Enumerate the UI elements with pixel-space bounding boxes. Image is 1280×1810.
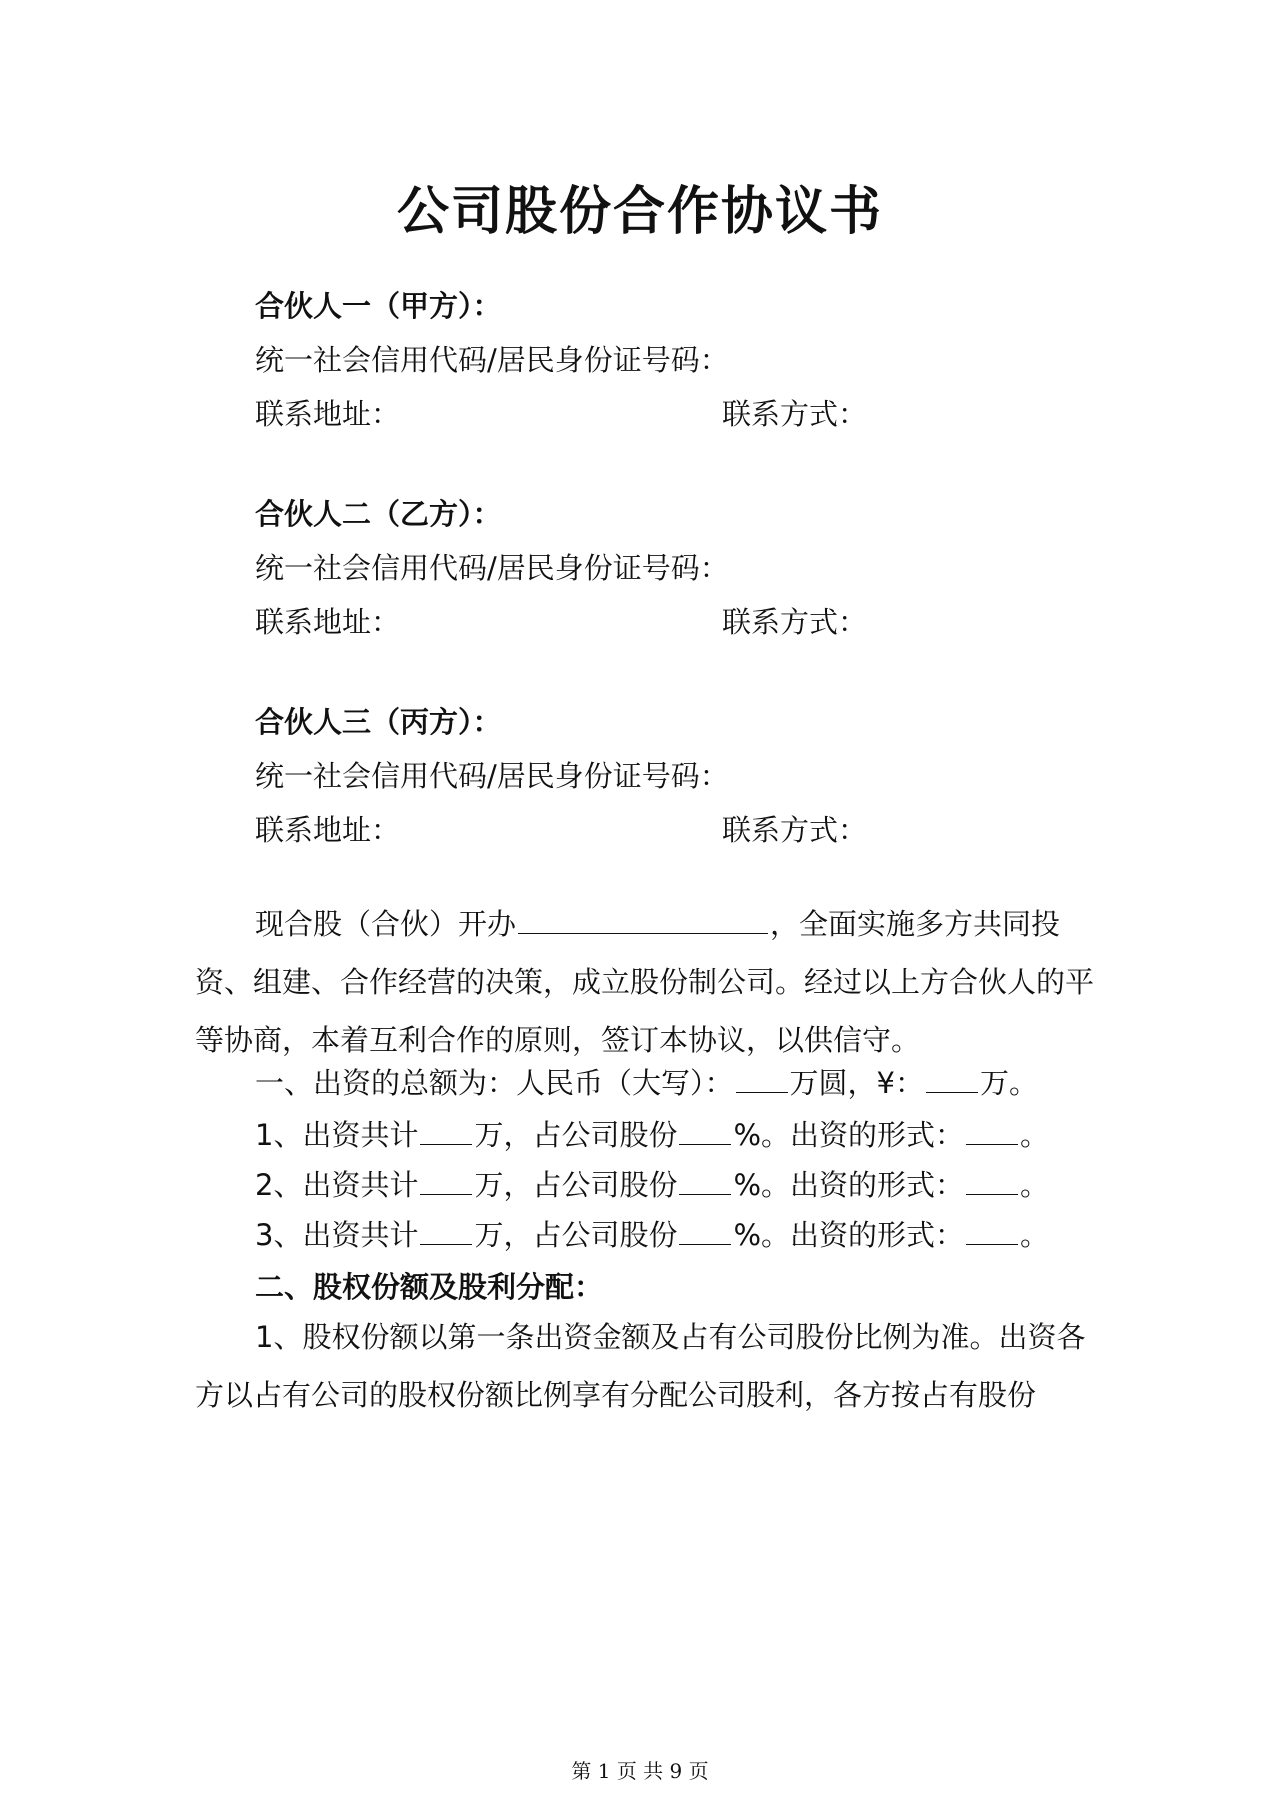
partner-3-contact-label: 联系方式： — [722, 813, 868, 847]
contribution-1-form-label: %。出资的形式： — [733, 1118, 965, 1152]
page-footer: 第 1 页 共 9 页 — [571, 1759, 709, 1783]
section-1-text-1: 一、出资的总额为：人民币（大写）： — [255, 1066, 734, 1100]
contribution-2-end: 。 — [1020, 1168, 1050, 1202]
partner-1-contact-label: 联系方式： — [722, 397, 868, 431]
contribution-line-3 — [195, 1206, 1095, 1264]
amount-capital-blank[interactable] — [736, 1062, 788, 1093]
intro-paragraph — [195, 895, 1095, 1069]
partner-3-address-label: 联系地址： — [255, 813, 401, 847]
contribution-1-amount-blank[interactable] — [420, 1114, 472, 1145]
partner-1-id-label: 统一社会信用代码/居民身份证号码： — [255, 343, 729, 377]
contribution-1-unit: 万，占公司股份 — [474, 1118, 678, 1152]
section-1-line — [195, 1054, 1095, 1112]
intro-text-1: 现合股（合伙）开办 — [255, 907, 517, 941]
contribution-2-label: 2、出资共计 — [255, 1168, 419, 1202]
section-2-heading: 二、股权份额及股利分配： — [255, 1270, 604, 1304]
section-1-text-3: 万。 — [979, 1066, 1038, 1100]
intro-text-2: ，全面实施多方共同投资、组建、合作经营的决策，成立股份制公司。经过以上方合伙人的平等协商，本着互利合作的原则，签订本协议，以供信守。 — [195, 907, 1095, 1057]
contribution-2-unit: 万，占公司股份 — [474, 1168, 678, 1202]
partner-2-contact-label: 联系方式： — [722, 605, 868, 639]
partner-3-heading: 合伙人三（丙方）： — [255, 705, 502, 739]
partner-2-address-label: 联系地址： — [255, 605, 401, 639]
contribution-3-amount-blank[interactable] — [420, 1214, 472, 1245]
company-name-blank[interactable] — [518, 903, 768, 934]
section-2-paragraph: 1、股权份额以第一条出资金额及占有公司股份比例为准。出资各方以占有公司的股权份额比例享有分配公司股利，各方按占有股份 — [195, 1320, 1086, 1412]
partner-2-heading: 合伙人二（乙方）： — [255, 497, 502, 531]
partner-2-id-label: 统一社会信用代码/居民身份证号码： — [255, 551, 729, 585]
contribution-3-form-blank[interactable] — [966, 1214, 1018, 1245]
contribution-1-end: 。 — [1020, 1118, 1050, 1152]
amount-number-blank[interactable] — [926, 1062, 978, 1093]
contribution-2-form-blank[interactable] — [966, 1164, 1018, 1195]
partner-1-heading: 合伙人一（甲方）： — [255, 289, 502, 323]
contribution-1-label: 1、出资共计 — [255, 1118, 419, 1152]
contribution-3-unit: 万，占公司股份 — [474, 1218, 678, 1252]
contribution-3-share-blank[interactable] — [679, 1214, 731, 1245]
document-title: 公司股份合作协议书 — [396, 182, 883, 242]
contribution-2-share-blank[interactable] — [679, 1164, 731, 1195]
section-1-text-2: 万圆，¥： — [789, 1066, 924, 1100]
contribution-1-share-blank[interactable] — [679, 1114, 731, 1145]
contribution-1-form-blank[interactable] — [966, 1114, 1018, 1145]
contribution-3-label: 3、出资共计 — [255, 1218, 419, 1252]
contribution-2-amount-blank[interactable] — [420, 1164, 472, 1195]
contribution-3-end: 。 — [1020, 1218, 1050, 1252]
partner-3-id-label: 统一社会信用代码/居民身份证号码： — [255, 759, 729, 793]
contribution-2-form-label: %。出资的形式： — [733, 1168, 965, 1202]
partner-1-address-label: 联系地址： — [255, 397, 401, 431]
contribution-3-form-label: %。出资的形式： — [733, 1218, 965, 1252]
